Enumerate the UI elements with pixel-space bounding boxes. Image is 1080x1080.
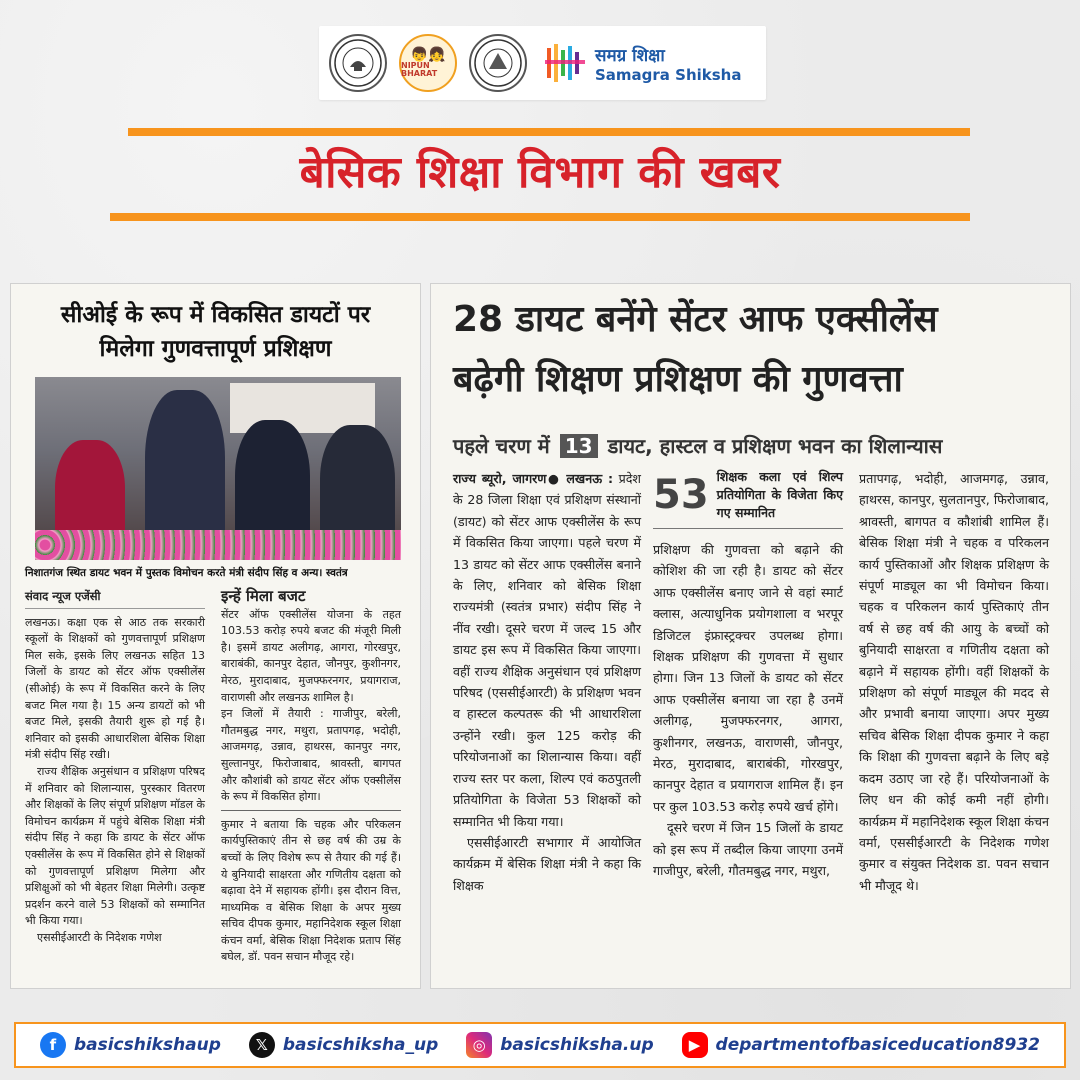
agency-byline: संवाद न्यूज एजेंसी: [25, 588, 205, 609]
winners-box: [653, 468, 843, 529]
right-column-3: [859, 468, 1049, 896]
nipun-label: NIPUN BHARAT: [401, 61, 438, 78]
youtube-link[interactable]: [682, 1032, 1040, 1058]
education-department-seal-logo: [329, 34, 387, 92]
flower-decoration: [35, 530, 401, 560]
left-headline: सीओई के रूप में विकसित डायटों पर मिलेगा गुणवत्तापूर्ण प्रशिक्षण: [60, 302, 371, 362]
samagra-english-label: Samagra Shiksha: [595, 65, 742, 84]
news-photo: [35, 377, 401, 560]
winners-count: 53: [653, 472, 709, 518]
left-column-2: [221, 588, 401, 966]
budget-box-para-1: सेंटर ऑफ एक्सीलेंस योजना के तहत 103.53 करोड़ रुपये बजट की मंजूरी मिली है। इसमें डायट अलीगढ़, आगरा, गोरखपुर, बाराबंकी, कानपुर देहात, जौनपुर, कुशीनगर, मेरठ, मुरादाबाद, मुजफ्फरनगर, प्रयागराज, वाराणसी और लखनऊ शामिल है।: [221, 607, 401, 704]
x-icon: 𝕏: [249, 1032, 275, 1058]
logo-header: [319, 26, 766, 100]
left-para-2: राज्य शैक्षिक अनुसंधान व प्रशिक्षण परिषद में शनिवार को शिलान्यास, पुरस्कार वितरण और शिक्षकों के लिए संपूर्ण प्रशिक्षण मॉडल के विमोचन कार्यक्रम में पहुंचे बेसिक शिक्षा मंत्री संदीप सिंह ने कहा कि डायट के सेंटर ऑफ एक्सीलेंस के रूप में विकसित होने से शिक्षकों को गुणवत्तापूर्ण प्रशिक्षण मिलेगा और प्रशिक्षुओं को भी बेहतर शिक्षा मिलेगी। उत्कृष्ट प्रदर्शन करने वाले 53 शिक्षकों को सम्मानित भी किया गया।: [25, 764, 205, 928]
winners-text: शिक्षक कला एवं शिल्प प्रतियोगिता के विजेता किए गए सम्मानित: [716, 469, 843, 520]
facebook-link[interactable]: [40, 1032, 221, 1058]
subheadline-number: 13: [560, 434, 598, 458]
left-para-4: कुमार ने बताया कि चहक और परिकलन कार्यपुस्तिकाएं तीन से छह वर्ष की उम्र के बच्चों के लिए विशेष रूप से तैयार की गई हैं। ये बुनियादी साक्षरता और गणितीय दक्षता को बढ़ावा देने में सहायक होंगी। इस दौरान वित्त, माध्यमिक व बेसिक शिक्षा के अपर मुख्य सचिव दीपक कुमार, महानिदेशक स्कूल शिक्षा कंचन वर्मा, बेसिक शिक्षा निदेशक प्रताप सिंह बघेल, डॉ. पवन सचान मौजूद रहे।: [221, 817, 401, 964]
subheadline-prefix: पहले चरण में: [453, 434, 550, 458]
youtube-handle: departmentofbasiceducation8932: [715, 1035, 1040, 1055]
left-news-clipping: [10, 283, 421, 989]
title-bottom-rule: [110, 213, 970, 221]
photo-caption: निशातगंज स्थित डायट भवन में पुस्तक विमोचन करते मंत्री संदीप सिंह व अन्य। स्वतंत्र: [25, 567, 348, 579]
dateline: राज्य ब्यूरो, जागरण● लखनऊ :: [453, 471, 614, 486]
right-col3-text: प्रतापगढ़, भदोही, आजमगढ़, उन्नाव, हाथरस, कानपुर, सुलतानपुर, फिरोजाबाद, श्रावस्ती, बागपत व कौशांबी शामिल हैं। बेसिक शिक्षा मंत्री ने चहक व परिकलन कार्य पुस्तिकाओं और शिक्षक प्रशिक्षण के संपूर्ण माड्यूल का भी विमोचन किया। चहक व परिकलन कार्य पुस्तिकाएं तीन वर्ष से छह वर्ष की आयु के बच्चों को बुनियादी साक्षरता व गणितीय दक्षता को बढ़ाने में सहायक होंगी। वहीं शिक्षकों के प्रशिक्षण को संपूर्ण माड्यूल की मदद से और प्रभावी बनाया जाएगा। अपर मुख्य सचिव बेसिक शिक्षा दीपक कुमार ने कहा कि शिक्षा की गुणवत्ता बढ़ाने के लिए बड़े कदम उठाए जा रहे हैं। परियोजनाओं के लिए धन की कोई कमी नहीं होगी। कार्यक्रम में महानिदेशक स्कूल शिक्षा कंचन वर्मा, एससीईआरटी के निदेशक गणेश कुमार व संयुक्त निदेशक डा. पवन सचान भी मौजूद थे।: [859, 471, 1049, 893]
right-col1b-text: एससीईआरटी सभागार में आयोजित कार्यक्रम में बेसिक शिक्षा मंत्री ने कहा कि शिक्षक: [453, 834, 641, 893]
right-subheadline: [453, 432, 1063, 459]
right-column-2: [653, 468, 843, 882]
right-column-1: [453, 468, 641, 896]
facebook-icon: f: [40, 1032, 66, 1058]
right-col2-text: प्रशिक्षण की गुणवत्ता को बढ़ाने की कोशिश की जा रही है। डायट को सेंटर आफ एक्सीलेंस बनाए जाने से वहां स्मार्ट क्लास, अत्याधुनिक प्रयोगशाला व भरपूर डिजिटल इंफ्रास्ट्रक्चर उपलब्ध होगा। शिक्षक प्रशिक्षण की गुणवत्ता में सुधार होगा। जिन 13 जिलों के डायट को सेंटर आफ एक्सीलेंस बनाया जा रहा है उनमें अलीगढ़, मुजफ्फरनगर, आगरा, कुशीनगर, लखनऊ, वाराणसी, जौनपुर, मेरठ, मुरादाबाद, बाराबंकी, गोरखपुर, कानपुर देहात व प्रयागराज शामिल हैं। इन पर कुल 103.53 करोड़ रुपये खर्च होंगे।: [653, 542, 843, 814]
right-headline-2: बढ़ेगी शिक्षण प्रशिक्षण की गुणवत्ता: [453, 359, 903, 400]
left-para-1: लखनऊ। कक्षा एक से आठ तक सरकारी स्कूलों के शिक्षकों को गुणवत्तापूर्ण प्रशिक्षण मिल सके, इसके लिए लखनऊ सहित 13 जिलों के डायट को सेंटर ऑफ एक्सीलेंस (सीओई) के रूप में विकसित करने के लिए बजट मिल गया है। 15 अन्य डायटों को भी बजट मिले, इसकी तैयारी शुरू हो गई है। शनिवार को इसकी आधारशिला बेसिक शिक्षा मंत्री संदीप सिंह रखी।: [25, 615, 205, 762]
instagram-icon: ◎: [466, 1032, 492, 1058]
budget-box-para-2: इन जिलों में तैयारी : गाजीपुर, बरेली, गौतमबुद्ध नगर, मथुरा, प्रतापगढ़, भदोही, आजमगढ़, उन्नाव, हाथरस, कानपुर नगर, सुल्तानपुर, फिरोजाबाद, श्रावस्ती, बागपत और कौशांबी को डायट सेंटर ऑफ एक्सीलेंस के रूप में विकसित होगा।: [221, 707, 401, 804]
left-para-3: एससीईआरटी के निदेशक गणेश: [37, 930, 162, 944]
nipun-bharat-logo: 👦👧 NIPUN BHARAT: [399, 34, 457, 92]
facebook-handle: basicshikshaup: [73, 1035, 221, 1055]
right-col1-text: प्रदेश के 28 जिला शिक्षा एवं प्रशिक्षण संस्थानों (डायट) को सेंटर आफ एक्सीलेंस के रूप में विकसित किया जाएगा। पहले चरण में 13 डायट को सेंटर आफ एक्सीलेंस बनाने के लिए, शनिवार को बेसिक शिक्षा राज्यमंत्री (स्वतंत्र प्रभार) संदीप सिंह ने नींव रखी। दूसरे चरण में जल्द 15 और डायट इस रूप में विकसित किया जाएगा। वहीं राज्य शैक्षिक अनुसंधान एवं प्रशिक्षण परिषद (एससीईआरटी) के प्रशिक्षण भवन व हास्टल कल्पतरू की भी आधारशिला उन्होंने रखी। कुल 125 करोड़ की परियोजनाओं का शिलान्यास किया। वहीं राज्य स्तर पर कला, शिल्प एवं कठपुतली प्रतियोगिता के विजेता 53 शिक्षकों को सम्मानित भी किया गया।: [453, 471, 641, 829]
instagram-handle: basicshiksha.up: [500, 1035, 654, 1055]
social-footer: [14, 1022, 1066, 1068]
instagram-link[interactable]: [466, 1032, 653, 1058]
youtube-icon: ▶: [682, 1032, 708, 1058]
budget-box: [221, 588, 401, 811]
subheadline-suffix: डायट, हास्टल व प्रशिक्षण भवन का शिलान्यास: [607, 434, 943, 458]
title-top-rule: [128, 128, 970, 136]
x-handle: basicshiksha_up: [282, 1035, 439, 1055]
budget-box-title: इन्हें मिला बजट: [221, 587, 306, 605]
right-news-clipping: [430, 283, 1071, 989]
samagra-hindi-label: समग्र शिक्षा: [595, 45, 665, 66]
right-col2b-text: दूसरे चरण में जिन 15 जिलों के डायट को इस रूप में तब्दील किया जाएगा उनमें गाजीपुर, बरेली, गौतमबुद्ध नगर, मथुरा,: [653, 820, 843, 879]
x-link[interactable]: [249, 1032, 438, 1058]
samagra-mark-icon: [543, 40, 589, 86]
page-title: बेसिक शिक्षा विभाग की खबर: [299, 147, 781, 198]
samagra-shiksha-logo: [543, 40, 741, 86]
right-headline-1: 28 डायट बनेंगे सेंटर आफ एक्सीलेंस: [453, 299, 938, 340]
sarva-shiksha-seal-logo: [469, 34, 527, 92]
left-column-1: [25, 588, 205, 946]
